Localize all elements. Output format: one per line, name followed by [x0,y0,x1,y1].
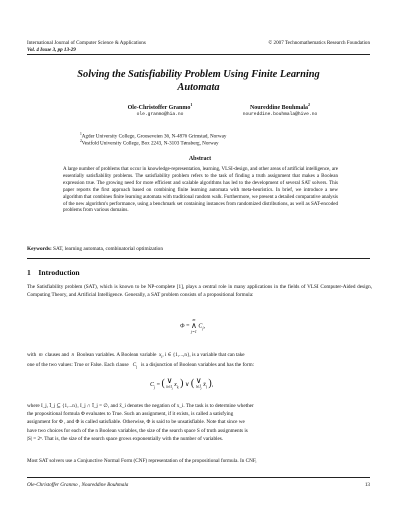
keywords-rule [27,258,370,259]
para2-line2: one of the two values: True or False. Each clause [27,362,129,369]
para2-cj-sub: j [136,365,138,370]
author-1-email: ole.granmo@hia.no [136,112,184,117]
formula-clause-bigop-1 [166,378,172,392]
footer-rule [27,477,370,478]
formula-clause-paren-open-2: ( [190,378,195,390]
para2-var-sub: i [161,355,163,360]
affiliation-2-sup: 2 [80,139,82,143]
intro-paragraph-4: Most SAT solvers use a Conjunctive Normal Form (CNF) representation of the propositional formula. In CNF, [27,458,257,464]
abstract-text: A large number of problems that occur in knowledge-representation, learning, VLSI-design, and other areas of artificial intelligence, are essentially satisfiability problems. The satisfiability problem refers to the task of finding a truth assignment that makes a Boolean expression true. The growing need for more efficient and scalable algorithms has led to the development of several SAT solvers. This paper reports the first approach based on combining finite learning automata with meta-heuristics. In brief, we introduce a new algorithm that combines finite learning automata with traditional random walk. Furthermore, we present a detailed comparative analysis of the new algorithm's performance, using a benchmark set containing instances from randomized distributions, as well as SAT-encoded problems from various domains. [63,166,338,214]
title-line-2: Automata [177,82,220,93]
formula-clause-eq: = [156,382,161,389]
para2-c: Boolean variables. A Boolean variable [76,352,157,358]
section-heading [27,268,80,277]
footer-authors: Ole-Christoffer Granmo , Noureddine Bouhmala [27,482,129,488]
formula-clause-var-1-sub: k [176,384,179,390]
journal-name: International Journal of Computer Science & Applications [27,40,146,46]
para2-b: clauses and [45,352,69,358]
formula-clause-sub-2-j: j [200,386,202,391]
formula-phi [180,318,205,334]
formula-clause-sub-1-j: j [171,386,173,391]
formula-clause-sub-2 [196,384,202,392]
author-1 [90,101,230,118]
formula-phi-sup: m [192,317,196,322]
author-1-name: Ole-Christoffer Granmo [127,105,191,111]
affiliation-1-sup: 1 [80,132,82,136]
formula-phi-term: C [198,323,203,330]
affiliation-2-text: Vestfold University College, Box 2243, N-3103 Tønsberg, Norway [81,140,219,147]
intro-paragraph-3-line-4: have two choices for each of the n Boolean variables, the size of the search space S of truth assignments is [27,427,248,434]
para2-m: m [38,352,43,358]
intro-paragraph-3-line-5: |S| = 2ⁿ. That is, the size of the search space grows exponentially with the number of variables. [27,435,224,442]
formula-phi-term-sub: j [202,325,204,331]
intro-paragraph-2-line-1 [27,351,372,361]
formula-phi-op: ∧ [190,321,197,330]
keywords [27,246,372,252]
para2-var: x [159,352,162,358]
author-2 [210,101,350,118]
paper-title [27,68,370,94]
intro-paragraph-3-line-2: the propositional formula Φ evaluates to True. Such an assignment, if it exists, is called a satisfying [27,411,234,418]
section-number: 1 [27,268,31,277]
formula-clause [150,378,213,392]
formula-clause-mid: ∨ [184,382,190,389]
affiliation-2 [80,138,219,147]
formula-phi-sub: j=1 [190,329,197,334]
header-rule [27,54,370,55]
formula-clause-op-2: ∨ [195,376,202,385]
formula-phi-punct: , [203,323,205,330]
author-2-sup: 2 [308,102,311,107]
author-2-name: Noureddine Bouhmala [249,105,309,111]
para2-a: with [27,352,37,358]
abstract-heading: Abstract [188,156,212,162]
formula-clause-var-1: x [174,382,177,389]
para2-n: n [71,352,75,358]
formula-phi-eq: = [186,323,190,330]
formula-clause-sub-2-text: l∈Ī [195,385,201,389]
formula-clause-lhs: C [150,382,155,389]
formula-clause-paren-open-1: ( [161,378,165,390]
title-line-1: Solving the Satisfiability Problem Using Finite Learning [77,69,320,80]
intro-paragraph-3 [27,402,372,443]
formula-clause-sub-1 [166,384,172,392]
formula-clause-lhs-sub: j [154,384,156,390]
copyright-notice: © 2007 Technomathematics Research Foundation [268,40,370,46]
volume-info: Vol. 4 Issue 3, pp 13-29 [27,47,76,53]
author-1-sup: 1 [190,102,193,107]
intro-paragraph-2 [27,351,372,371]
intro-paragraph-1: The Satisfiability problem (SAT), which is known to be NP-complete [1], plays a central role in many applications in the fields of VLSI Computer-Aided design, Computing Theory, and Artificial Intelligence. Generally, a SAT problem consists of a propositional formula: [27,284,372,299]
formula-clause-var-2-sub: l [205,384,207,390]
para2-line2-end: is a disjunction of Boolean variables and has the form: [140,362,255,369]
formula-clause-sub-1-text: k∈I [166,385,172,389]
keywords-text: SAT, learning automata, combinatorial optimization [53,246,163,252]
para2-d: , i ∈ {1,...,n}, is a variable that can take [162,352,245,358]
formula-clause-var-2: x̄ [203,382,206,389]
author-2-email: noureddine.bouhmala@hive.no [242,112,318,117]
formula-phi-bigop [191,318,197,334]
intro-paragraph-3-line-1: where I_j, Ī_j ⊆ {1,...n}, I_j ∩ Ī_j = ∅, and x̄_i denotes the negation of x_i. The task is to determine whether [27,403,254,409]
formula-phi-lhs: Φ [180,323,185,330]
para2-cj: C [132,362,137,369]
formula-clause-op-1: ∨ [166,376,173,385]
intro-paragraph-2-line-2 [27,361,372,371]
affiliation-1-text: Agder University College, Grooseveien 36, N-4876 Grimstad, Norway [81,133,227,140]
formula-clause-paren-close-2: ) [208,378,212,390]
formula-clause-paren-close-1: ) [180,378,184,390]
page-number: 13 [364,482,370,488]
section-title: Introduction [38,268,80,277]
formula-clause-punct: , [211,382,214,389]
keywords-label: Keywords: [27,246,52,252]
formula-clause-bigop-2 [196,378,202,392]
intro-paragraph-3-line-3: assignment for Φ , and Φ is called satisfiable. Otherwise, Φ is said to be unsatisfiable. Note that since we [27,419,245,426]
